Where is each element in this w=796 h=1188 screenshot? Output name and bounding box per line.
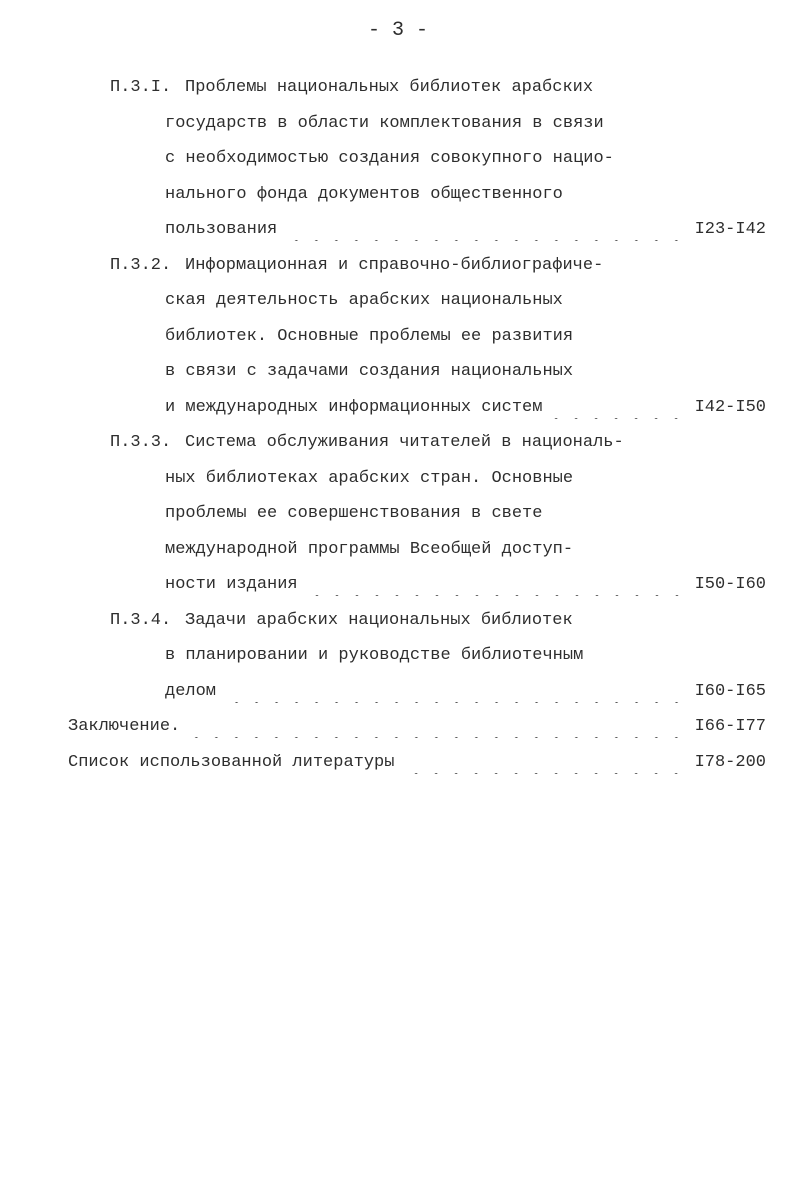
entry-title-line: государств в области комплектования в связи — [165, 113, 604, 133]
page-range: I50-I60 — [694, 575, 766, 594]
entry-title-line: Информационная и справочно-библиографиче- — [185, 255, 604, 275]
page-range: I66-I77 — [694, 717, 766, 736]
dot-leader — [224, 681, 687, 703]
section-number: П.3.3. — [110, 433, 172, 452]
toc-line — [165, 645, 583, 667]
dot-leader — [306, 574, 687, 596]
toc-line — [165, 539, 573, 561]
entry-title-line: библиотек. Основные проблемы ее развития — [165, 326, 574, 346]
toc-line — [110, 610, 573, 632]
entry-title-line: Задачи арабских национальных библиотек — [185, 610, 573, 630]
toc-line — [165, 326, 573, 348]
dot-leader — [402, 752, 686, 774]
toc-line — [165, 361, 573, 383]
toc-line — [165, 184, 563, 206]
entry-title-line: Проблемы национальных библиотек арабских — [185, 78, 594, 97]
section-number: П.3.4. — [110, 610, 172, 630]
page-range: I78-200 — [694, 752, 766, 772]
page-range: I23-I42 — [694, 220, 766, 239]
toc-line — [165, 397, 766, 419]
entry-title-line: Список использованной литературы — [68, 752, 395, 772]
entry-title-line: делом — [165, 681, 217, 701]
toc-line — [165, 503, 542, 525]
entry-title-line: и международных информационных систем — [165, 397, 543, 417]
toc-line — [110, 77, 593, 99]
toc-line — [165, 574, 766, 596]
toc-line — [165, 681, 766, 703]
entry-title-line: ская деятельность арабских национальных — [165, 291, 563, 310]
toc-line — [110, 432, 624, 454]
page-range: I42-I50 — [694, 397, 766, 417]
entry-title-line: в связи с задачами создания национальных — [165, 362, 574, 381]
entry-title-line: Система обслуживания читателей в националь- — [185, 433, 624, 452]
entry-title-line: ных библиотеках арабских стран. Основные — [165, 468, 574, 488]
dot-leader — [285, 219, 686, 241]
entry-title-line: проблемы ее совершенствования в свете — [165, 504, 543, 523]
toc-line — [68, 716, 766, 738]
section-number: П.3.2. — [110, 255, 172, 275]
dot-leader — [550, 397, 686, 419]
entry-title-line: нального фонда документов общественного — [165, 184, 563, 204]
entry-title-line: Заключение. — [68, 717, 181, 736]
dot-leader — [188, 716, 686, 738]
page-range: I60-I65 — [694, 681, 766, 701]
toc-line — [165, 113, 604, 135]
page-number: - 3 - — [367, 19, 428, 42]
toc-line — [165, 290, 563, 312]
section-number: П.3.I. — [110, 78, 172, 97]
entry-title-line: ности издания — [165, 575, 298, 594]
toc-line — [165, 219, 766, 241]
toc-line — [165, 148, 614, 170]
toc-line — [68, 752, 766, 774]
entry-title-line: с необходимостью создания совокупного нацио- — [165, 149, 614, 168]
entry-title-line: международной программы Всеобщей доступ- — [165, 539, 574, 559]
entry-title-line: пользования — [165, 220, 278, 239]
toc-line — [165, 468, 573, 490]
toc-line — [110, 255, 603, 277]
entry-title-line: в планировании и руководстве библиотечным — [165, 646, 584, 665]
